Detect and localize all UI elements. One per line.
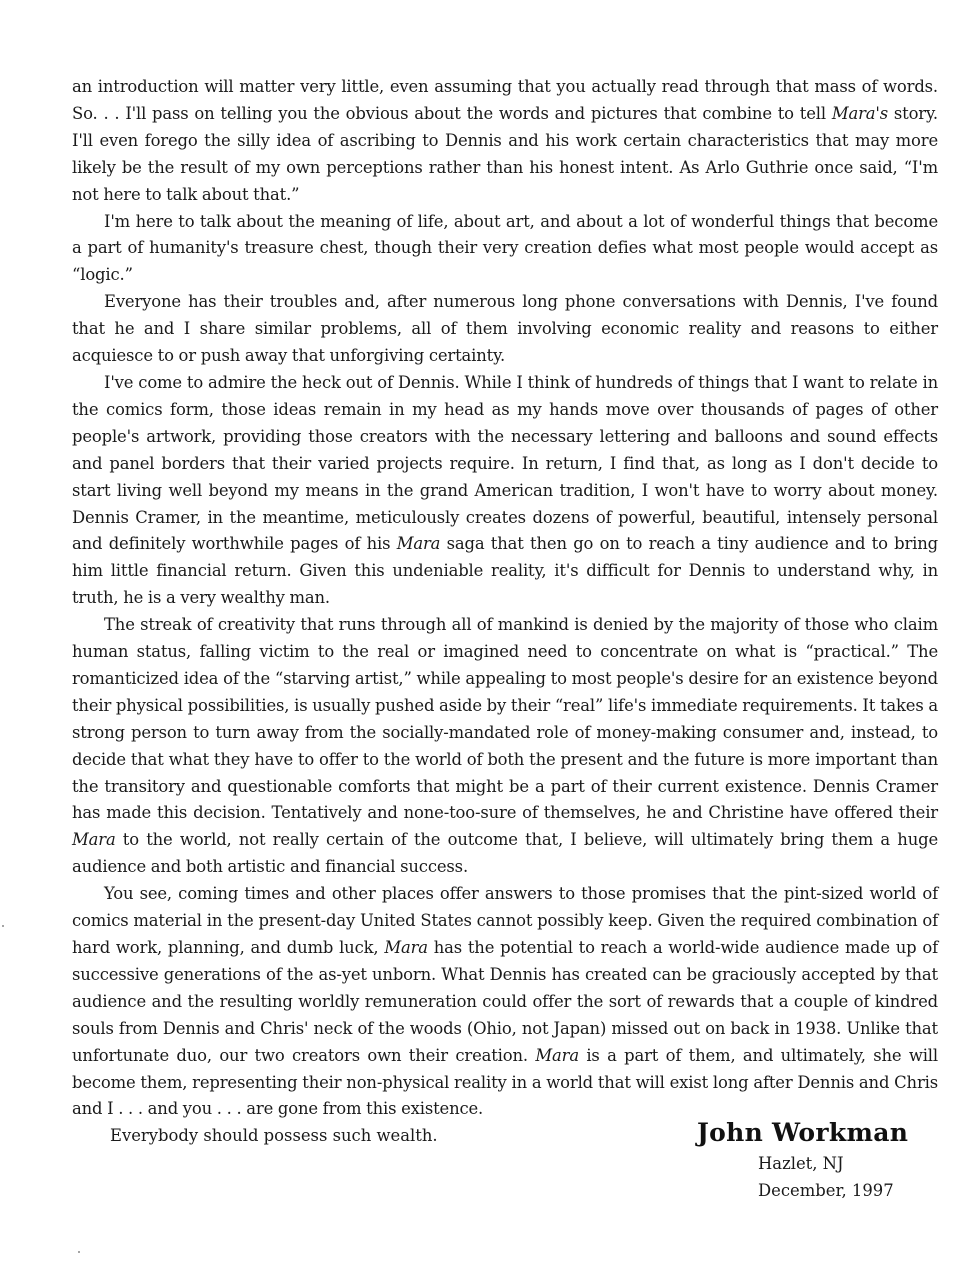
paragraph-text: Everyone has their troubles and, after numerous long phone conversations with Dennis, I've found that he and I share similar problems, all of them involving economic reality and reasons to either acquiesce to or push away that unforgiving certainty.	[72, 292, 938, 366]
closing-line: Everybody should possess such wealth.	[110, 1126, 438, 1146]
paragraph-text: is a part of them, and ultimately, she will become them, representing their non-physical reality in a world that will exist long after Dennis and Chris and I . . . and you . . . are gone from this existence.	[72, 1045, 938, 1119]
title-reference: Mara	[384, 938, 428, 957]
paragraph-text: saga that then go on to reach a tiny audience and to bring him little financial return. Given this undeniable reality, it's difficult for Dennis to understand why, in truth, he is a very wealthy man.	[72, 534, 938, 608]
paragraph-text: an introduction will matter very little, even assuming that you actually read through that mass of words. So. . . I'll pass on telling you the obvious about the words and pictures that combine to tell	[72, 77, 938, 123]
signature-block	[697, 1116, 917, 1204]
paragraph	[72, 74, 938, 209]
paragraph	[72, 370, 938, 612]
title-reference: Mara's	[831, 103, 889, 123]
paragraph-text: has the potential to reach a world-wide audience made up of successive generations of the as-yet unborn. What Dennis has created can be graciously accepted by that audience and the resulting worldly remuneration could offer the sort of rewards that a couple of kindred souls from Dennis and Chris' neck of the woods (Ohio, not Japan) missed out on back in 1938. Unlike that unfortunate duo, our two creators own their creation.	[72, 938, 938, 1065]
author-name: John Workman	[697, 1118, 909, 1147]
paragraph-text: The streak of creativity that runs through all of mankind is denied by the majority of those who claim human status, falling victim to the real or imagined need to concentrate on what is “practical.” The romanticized idea of the “starving artist,” while appealing to most people's desire for an existence beyond their physical possibilities, is usually pushed aside by their “real” life's immediate requirements. It takes a strong person to turn away from the socially-mandated role of money-making consumer and, instead, to decide that what they have to offer to the world of both the present and the future is more important than the transitory and questionable comforts that might be a part of their current existence. Dennis Cramer has made this decision. Tentatively and none-too-sure of themselves, he and Christine have offered their	[72, 615, 938, 823]
letter-date: December, 1997	[758, 1181, 894, 1200]
paragraph-text: to the world, not really certain of the outcome that, I believe, will ultimately bring them a huge audience and both artistic and financial success.	[72, 830, 938, 877]
paragraph-text: I've come to admire the heck out of Dennis. While I think of hundreds of things that I want to relate in the comics form, those ideas remain in my head as my hands move over thousands of pages of other people's artwork, providing those creators with the necessary lettering and balloons and sound effects and panel borders that their varied projects require. In return, I find that, as long as I don't decide to start living well beyond my means in the grand American tradition, I won't have to worry about money. Dennis Cramer, in the meantime, meticulously creates dozens of powerful, beautiful, intensely personal and definitely worthwhile pages of his	[72, 372, 938, 554]
paragraph	[72, 209, 938, 290]
paragraph-text: I'm here to talk about the meaning of life, about art, and about a lot of wonderful things that become a part of humanity's treasure chest, though their very creation defies what most people would accept as “logic.”	[72, 211, 938, 285]
essay-body	[72, 74, 938, 1150]
title-reference: Mara	[535, 1045, 579, 1065]
author-location: Hazlet, NJ	[758, 1154, 844, 1173]
scan-speck	[78, 1251, 80, 1253]
paragraph	[72, 881, 938, 1123]
scan-speck	[2, 925, 4, 927]
paragraph-text: story. I'll even forego the silly idea of ascribing to Dennis and his work certain characteristics that may more likely be the result of my own perceptions rather than his honest intent. As Arlo Guthrie once said, “I'm not here to talk about that.”	[72, 103, 938, 204]
paragraph-text: You see, coming times and other places offer answers to those promises that the pint-sized world of comics material in the present-day United States cannot possibly keep. Given the required combination of hard work, planning, and dumb luck,	[72, 884, 938, 957]
title-reference: Mara	[396, 534, 441, 554]
title-reference: Mara	[72, 830, 116, 850]
paragraph	[72, 612, 938, 881]
paragraph	[72, 289, 938, 370]
paragraph-list	[72, 74, 938, 1123]
